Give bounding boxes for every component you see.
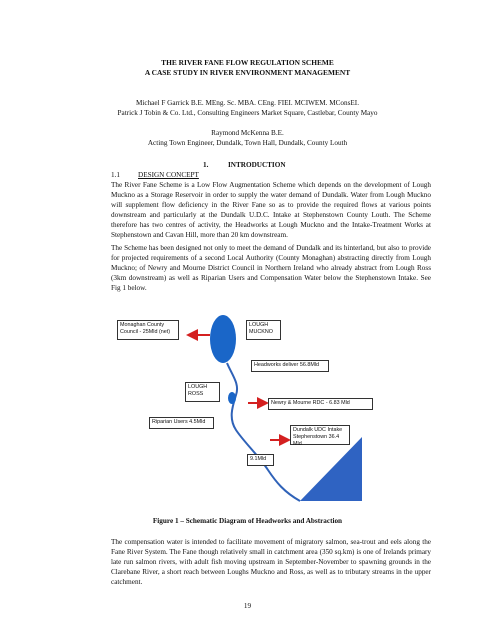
label-riparian-line-1: Riparian Users 4.5Mld — [152, 419, 206, 425]
lough-ross-shape — [228, 392, 236, 404]
subsection-number: 1.1 — [111, 171, 120, 179]
subsection-heading: DESIGN CONCEPT — [138, 171, 199, 179]
label-dundalk-line-2: Stephenstown 36.4 Mld — [293, 434, 340, 447]
paragraph-scheme-demand: The Scheme has been designed not only to meet the demand of Dundalk and its hinterland, but also to provide for projected requirements of a second Local Authority (County Monaghan) abstracting directly from Lough Muckno; of Newry and Mourne District Council in Northern Ireland who already abstract from Lough Ross (3km downstream) as well as Riparian Users and Compensation Water below the Stephenstown Intake. See Fig 1 below. — [111, 244, 431, 293]
paragraph-design-concept: The River Fane Scheme is a Low Flow Augmentation Scheme which depends on the development of Lough Muckno as a Storage Reservoir in order to supply the water demand of Dundalk. Water from Lough Muckno will supplement flow deficiency in the River Fane so as to provide the required flows at various points downstream and particularly at the Dundalk U.D.C. Intake at Stephenstown County Louth. The Scheme therefore has two centres of activity, the Headworks at Lough Muckno and the Intake-Treatment Works at Stephenstown and Cavan Hill, more than 20 km downstream. — [111, 181, 431, 240]
label-ross-line-1: LOUGH — [188, 384, 208, 390]
author-2-affiliation: Acting Town Engineer, Dundalk, Town Hall, Dundalk, County Louth — [147, 139, 348, 147]
label-monaghan-line-1: Monaghan County — [120, 322, 165, 328]
lough-muckno-shape — [210, 315, 236, 363]
author-1-affiliation: Patrick J Tobin & Co. Ltd., Consulting Engineers Market Square, Castlebar, County Mayo — [117, 109, 378, 117]
label-dundalk-line-1: Dundalk UDC Intake — [293, 427, 343, 433]
label-riparian-users — [149, 417, 214, 429]
author-1-name: Michael F Garrick B.E. MEng. Sc. MBA. CEng. FIEI. MCIWEM. MConsEI. — [136, 99, 359, 107]
label-lough-ross — [185, 382, 220, 402]
label-compensation-line-1: 9.1Mld — [250, 456, 267, 462]
label-newry-line-1: Newry & Mourne RDC - 6.83 Mld — [271, 400, 350, 406]
label-muckno-line-1: LOUGH — [249, 322, 269, 328]
label-headworks — [251, 360, 329, 372]
author-2-name: Raymond McKenna B.E. — [211, 129, 284, 137]
paper-title-line-2: A CASE STUDY IN RIVER ENVIRONMENT MANAGEMENT — [144, 68, 351, 77]
label-lough-muckno — [246, 320, 281, 340]
paper-title-line-1: THE RIVER FANE FLOW REGULATION SCHEME — [161, 58, 334, 67]
figure-1-caption: Figure 1 – Schematic Diagram of Headworks and Abstraction — [152, 517, 343, 525]
label-compensation-flow — [247, 454, 274, 466]
label-dundalk-intake — [290, 425, 350, 445]
section-number: 1. — [203, 161, 209, 169]
label-headworks-line-1: Headworks deliver 56.8Mld — [254, 362, 320, 368]
label-newry-mourne — [268, 398, 373, 410]
label-monaghan-county-council — [117, 320, 179, 340]
page-number: 19 — [243, 602, 252, 610]
section-heading: INTRODUCTION — [228, 161, 286, 169]
label-ross-line-2: ROSS — [188, 391, 204, 397]
label-monaghan-line-2: Council - 25Mld (net) — [120, 329, 171, 335]
paragraph-compensation-water: The compensation water is intended to facilitate movement of migratory salmon, sea-trout and eels along the Fane River System. The Fane though relatively small in catchment area (350 sq.km) is one of Irelands primary late run salmon rivers, with adult fish moving upstream in September-November to spawning grounds in the Clarebane River, a short reach between Loughs Muckno and Ross, as well as to tributary streams in the upper catchment. — [111, 538, 431, 587]
label-muckno-line-2: MUCKNO — [249, 329, 273, 335]
